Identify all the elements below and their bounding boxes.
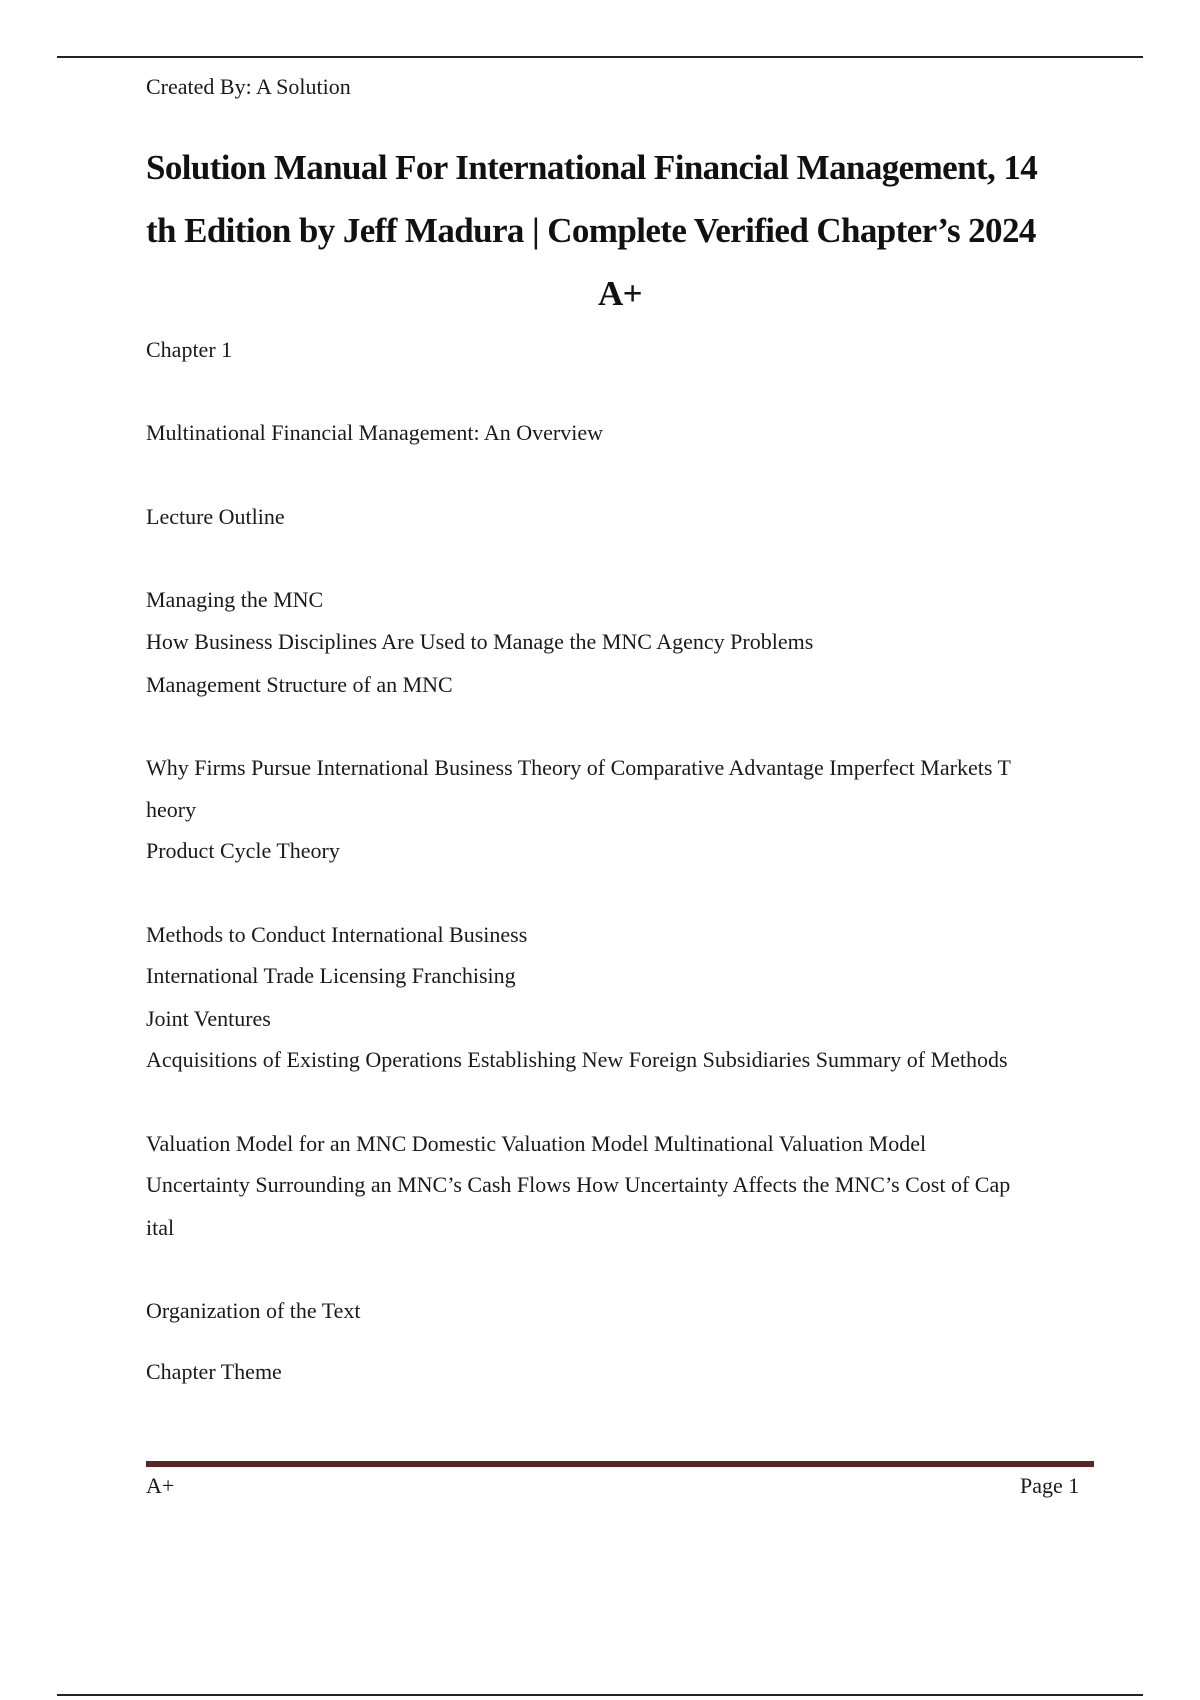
bottom-rule: [57, 1694, 1143, 1696]
lecture-outline-heading: Lecture Outline: [146, 504, 285, 529]
footer-rule: [146, 1461, 1094, 1467]
page-number: Page 1: [1020, 1473, 1080, 1498]
outline-item-valuation-model: Valuation Model for an MNC Domestic Valuation Model Multinational Valuation Model: [146, 1131, 927, 1156]
outline-item-managing-mnc: Managing the MNC: [146, 587, 324, 612]
outline-item-acquisitions: Acquisitions of Existing Operations Establishing New Foreign Subsidiaries Summary of Methods: [146, 1047, 1008, 1072]
outline-item-joint-ventures: Joint Ventures: [146, 1006, 271, 1031]
created-by-line: Created By: A Solution: [146, 74, 351, 99]
chapter-title: Multinational Financial Management: An Overview: [146, 420, 604, 445]
outline-item-methods: Methods to Conduct International Business: [146, 922, 528, 947]
outline-item-uncertainty-wrap: ital: [146, 1215, 175, 1240]
chapter-number: Chapter 1: [146, 337, 233, 362]
footer-left-label: A+: [146, 1473, 175, 1498]
document-title: [146, 136, 1094, 325]
outline-item-chapter-theme: Chapter Theme: [146, 1359, 282, 1384]
title-line-1: Solution Manual For International Financial Management, 14: [146, 148, 1038, 187]
title-line-3: A+: [597, 274, 643, 313]
outline-item-why-firms: Why Firms Pursue International Business Theory of Comparative Advantage Imperfect Markets T: [146, 755, 1011, 780]
outline-item-management-structure: Management Structure of an MNC: [146, 672, 453, 697]
outline-item-business-disciplines: How Business Disciplines Are Used to Manage the MNC Agency Problems: [146, 629, 814, 654]
outline-item-organization: Organization of the Text: [146, 1298, 361, 1323]
top-rule: [57, 56, 1143, 58]
outline-item-product-cycle: Product Cycle Theory: [146, 838, 340, 863]
outline-item-trade-licensing: International Trade Licensing Franchising: [146, 963, 516, 988]
outline-item-why-firms-wrap: heory: [146, 797, 197, 822]
outline-item-uncertainty: Uncertainty Surrounding an MNC’s Cash Flows How Uncertainty Affects the MNC’s Cost of Cap: [146, 1172, 1011, 1197]
title-line-2: th Edition by Jeff Madura | Complete Verified Chapter’s 2024: [146, 211, 1036, 250]
